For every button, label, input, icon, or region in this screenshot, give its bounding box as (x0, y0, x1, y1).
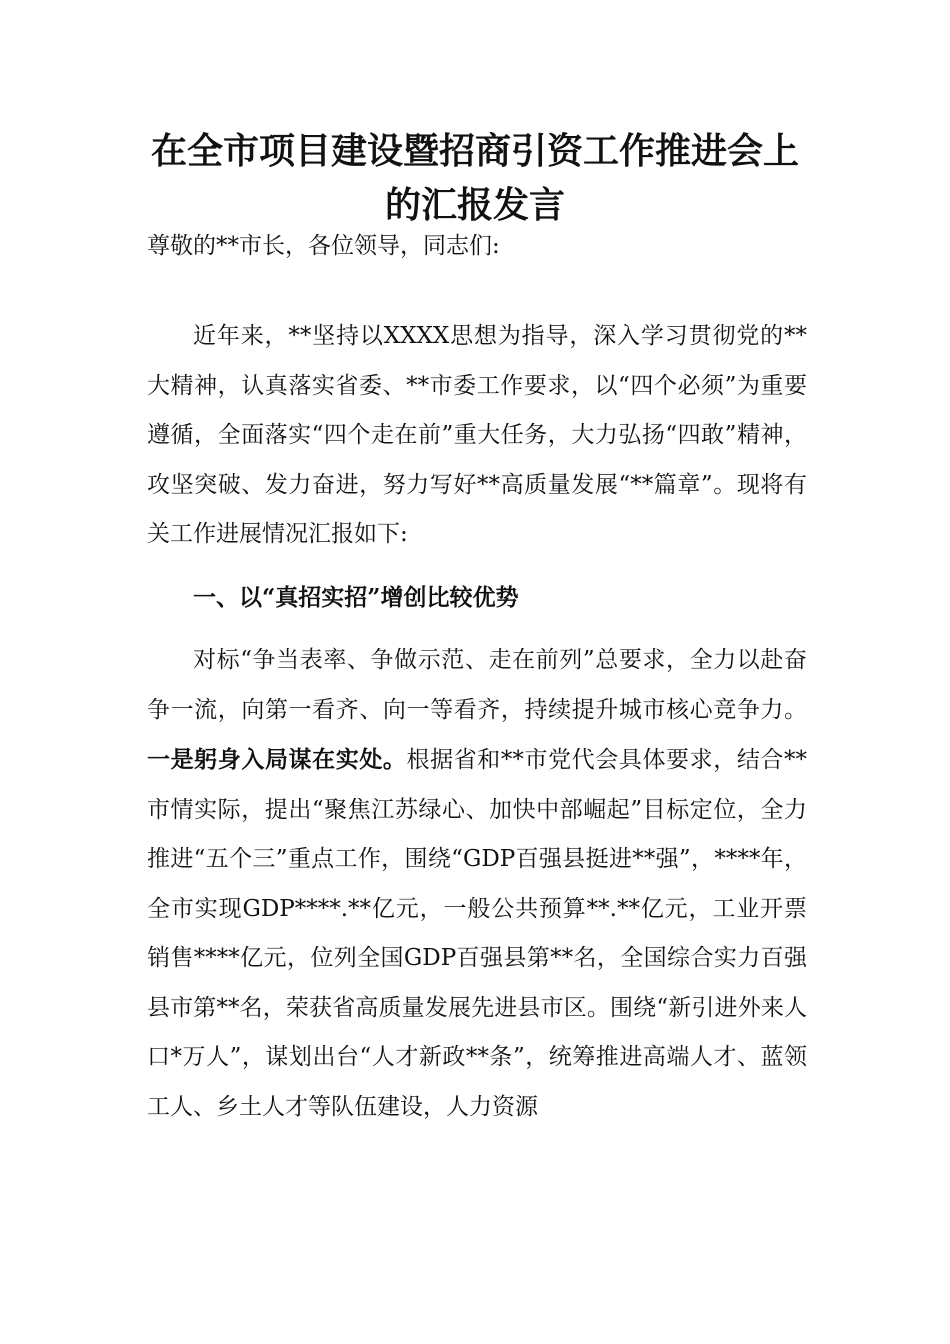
paragraph-intro: 近年来，**坚持以XXXX思想为指导，深入学习贯彻党的**大精神，认真落实省委、**市委工作要求，以“四个必须”为重要遵循，全面落实“四个走在前”重大任务，大力弘扬“四敢”精神，攻坚突破、发力奋进，努力写好**高质量发展“**篇章”。现将有关工作进展情况汇报如下: (147, 323, 807, 547)
salutation: 尊敬的**市长，各位领导，同志们: (147, 233, 500, 259)
section-heading: 一、以“真招实招”增创比较优势 (193, 584, 519, 611)
paragraph-text: 对标“争当表率、争做示范、走在前列”总要求，全力以赴奋争一流，向第一看齐、向一等看齐，持续提升城市核心竞争力。 (147, 647, 807, 723)
bold-lead-phrase: 一是躬身入局谋在实处。 (147, 746, 407, 773)
paragraph-text: 根据省和**市党代会具体要求，结合**市情实际，提出“聚焦江苏绿心、加快中部崛起”目标定位，全力推进“五个三”重点工作，围绕“GDP百强县挺进**强”，****年，全市实现GDP****.**亿元，一般公共预算**.**亿元，工业开票销售****亿元，位列全国GDP百强县第**名，全国综合实力百强县市第**名，荣获省高质量发展先进县市区。围绕“新引进外来人口*万人”，谋划出台“人才新政**条”，统筹推进高端人才、蓝领工人、乡土人才等队伍建设，人力资源 (147, 747, 808, 1120)
paragraph-body (147, 636, 807, 1132)
document-title: 在全市项目建设暨招商引资工作推进会上的汇报发言 (150, 130, 799, 226)
